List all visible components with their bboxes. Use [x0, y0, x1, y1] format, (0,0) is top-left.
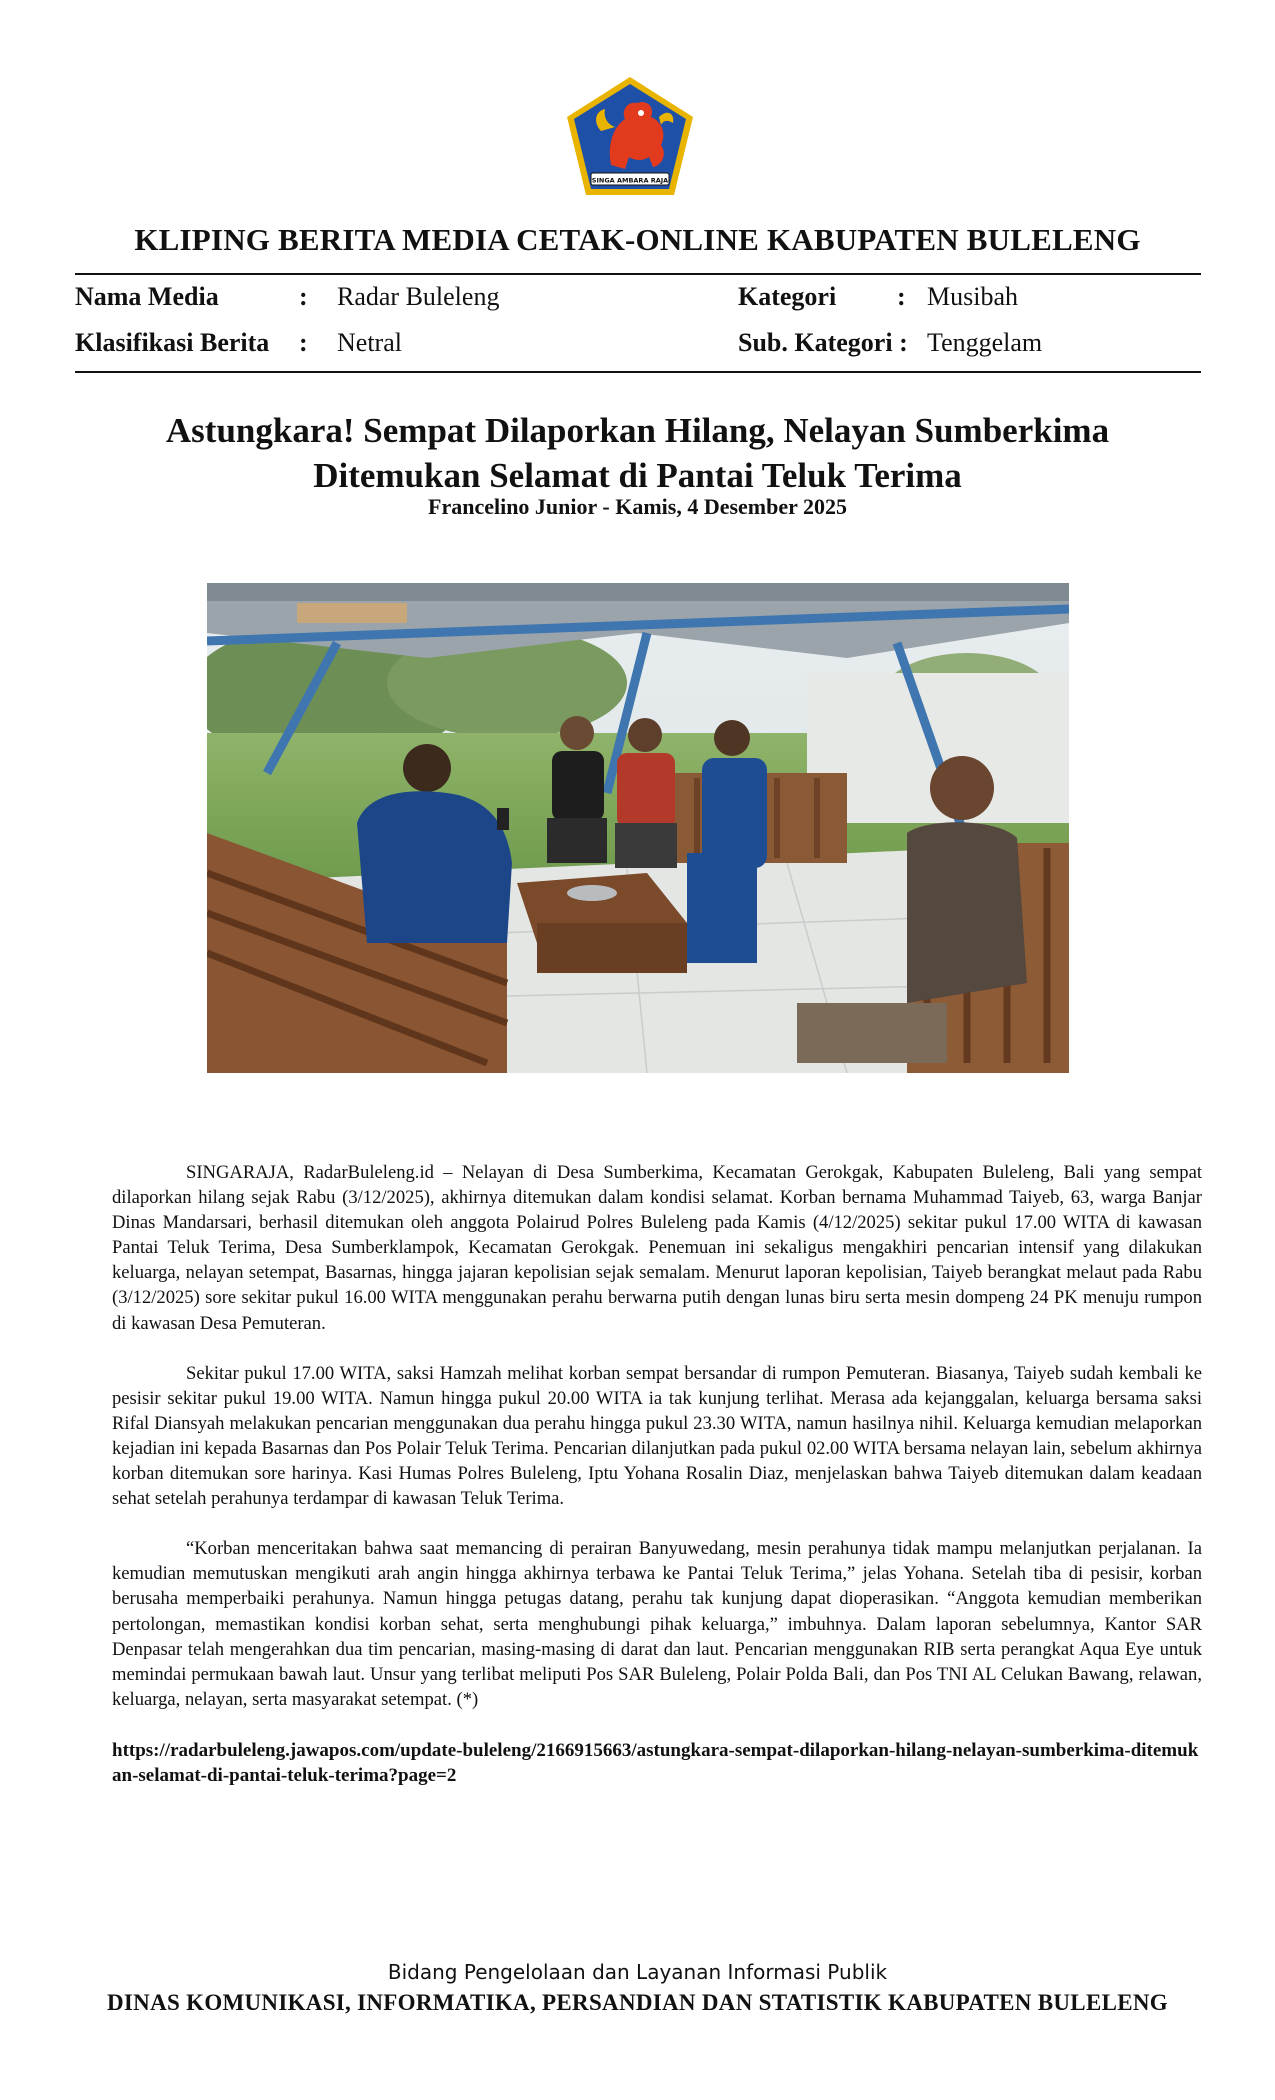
sub-kategori-value: Tenggelam [927, 328, 1043, 357]
article-title-line-1: Astungkara! Sempat Dilaporkan Hilang, Nelayan Sumberkima [165, 411, 1110, 450]
article-paragraph-2: Sekitar pukul 17.00 WITA, saksi Hamzah melihat korban sempat bersandar di rumpon Pemuteran. Biasanya, Taiyeb sudah kembali ke pesisir sekitar pukul 19.00 WITA. Namun hingga pukul 20.00 WITA ia tak kunjung terlihat. Merasa ada kejanggalan, keluarga bersama saksi Rifal Diansyah melakukan pencarian menggunakan dua perahu hingga pukul 23.30 WITA, namun hasilnya nihil. Keluarga kemudian melaporkan kejadian ini kepada Basarnas dan Pos Polair Teluk Terima. Pencarian dilanjutkan pada pukul 02.00 WITA bersama nelayan lain, sebelum akhirnya korban ditemukan sore harinya. Kasi Humas Polres Buleleng, Iptu Yohana Rosalin Diaz, menjelaskan bahwa Taiyeb ditemukan dalam keadaan sehat setelah perahunya terdampar di kawasan Teluk Terima. [112, 1362, 1202, 1510]
source-url-link[interactable]: https://radarbuleleng.jawapos.com/update-buleleng/2166915663/astungkara-sempat-dilaporkan-hilang-nelayan-sumberkima-ditemukan-selamat-di-pantai-teluk-terima?page=2 [112, 1740, 1199, 1786]
sub-kategori-label: Sub. Kategori : [738, 328, 908, 357]
singa-ambara-raja-emblem-icon [563, 73, 697, 200]
footer-agency: DINAS KOMUNIKASI, INFORMATIKA, PERSANDIAN DAN STATISTIK KABUPATEN BULELENG [107, 1990, 1168, 2015]
header-divider-bottom [75, 371, 1201, 373]
article-paragraph-1: SINGARAJA, RadarBuleleng.id – Nelayan di Desa Sumberkima, Kecamatan Gerokgak, Kabupaten Buleleng, Bali yang sempat dilaporkan hilang sejak Rabu (3/12/2025), akhirnya ditemukan dalam kondisi selamat. Korban bernama Muhammad Taiyeb, 63, warga Banjar Dinas Mandarsari, berhasil ditemukan oleh anggota Polairud Polres Buleleng pada Kamis (4/12/2025) sekitar pukul 17.00 WITA di kawasan Pantai Teluk Terima, Desa Sumberklampok, Kecamatan Gerokgak. Penemuan ini sekaligus mengakhiri pencarian intensif yang dilakukan keluarga, nelayan setempat, Basarnas, hingga jajaran kepolisian sejak semalam. Menurut laporan kepolisian, Taiyeb berangkat melaut pada Rabu (3/12/2025) sore sekitar pukul 16.00 WITA menggunakan perahu berwarna putih dengan lunas biru serta mesin dompeng 24 PK menuju rumpon di kawasan Desa Pemuteran. [112, 1162, 1202, 1334]
kategori-colon: : [897, 282, 906, 311]
nama-media-value: Radar Buleleng [337, 282, 500, 311]
article-title-line-2: Ditemukan Selamat di Pantai Teluk Terima [313, 456, 962, 495]
meta-row-klasifikasi [75, 328, 1201, 364]
article-title [0, 408, 1275, 498]
kategori-value: Musibah [927, 282, 1018, 311]
nama-media-label: Nama Media [75, 282, 219, 311]
article-body [112, 1160, 1202, 1737]
page-header-title: KLIPING BERITA MEDIA CETAK-ONLINE KABUPATEN BULELENG [134, 222, 1141, 257]
meta-row-media [75, 282, 1201, 318]
klasifikasi-colon: : [299, 328, 308, 357]
klasifikasi-label: Klasifikasi Berita [75, 328, 270, 357]
article-paragraph-3: “Korban menceritakan bahwa saat memancing di perairan Banyuwedang, mesin perahunya tidak mampu melanjutkan perjalanan. Ia kemudian memutuskan mengikuti arah angin hingga akhirnya terbawa ke Pantai Teluk Terima,” jelas Yohana. Setelah tiba di pesisir, korban berusaha memperbaiki perahunya. Namun hingga petugas datang, perahu tak kunjung dapat dioperasikan. “Anggota kemudian memberikan pertolongan, memastikan kondisi korban sehat, serta menghubungi pihak keluarga,” imbuhnya. Dalam laporan sebelumnya, Kantor SAR Denpasar telah mengerahkan dua tim pencarian, masing-masing di darat dan laut. Pencarian menggunakan RIB serta perangkat Aqua Eye untuk memindai permukaan bawah laut. Unsur yang terlibat meliputi Pos SAR Buleleng, Polair Polda Bali, dan Pos TNI AL Celukan Bawang, relawan, keluarga, nelayan, serta masyarakat setempat. (*) [112, 1538, 1202, 1710]
header-divider-top [75, 273, 1201, 275]
logo-text: SINGA AMBARA RAJA [591, 176, 669, 185]
kategori-label: Kategori [738, 282, 837, 311]
footer-department: Bidang Pengelolaan dan Layanan Informasi Publik [387, 1960, 888, 1984]
news-photo [207, 583, 1069, 1073]
article-byline: Francelino Junior - Kamis, 4 Desember 2025 [428, 494, 847, 519]
klasifikasi-value: Netral [337, 328, 402, 357]
nama-media-colon: : [299, 282, 308, 311]
